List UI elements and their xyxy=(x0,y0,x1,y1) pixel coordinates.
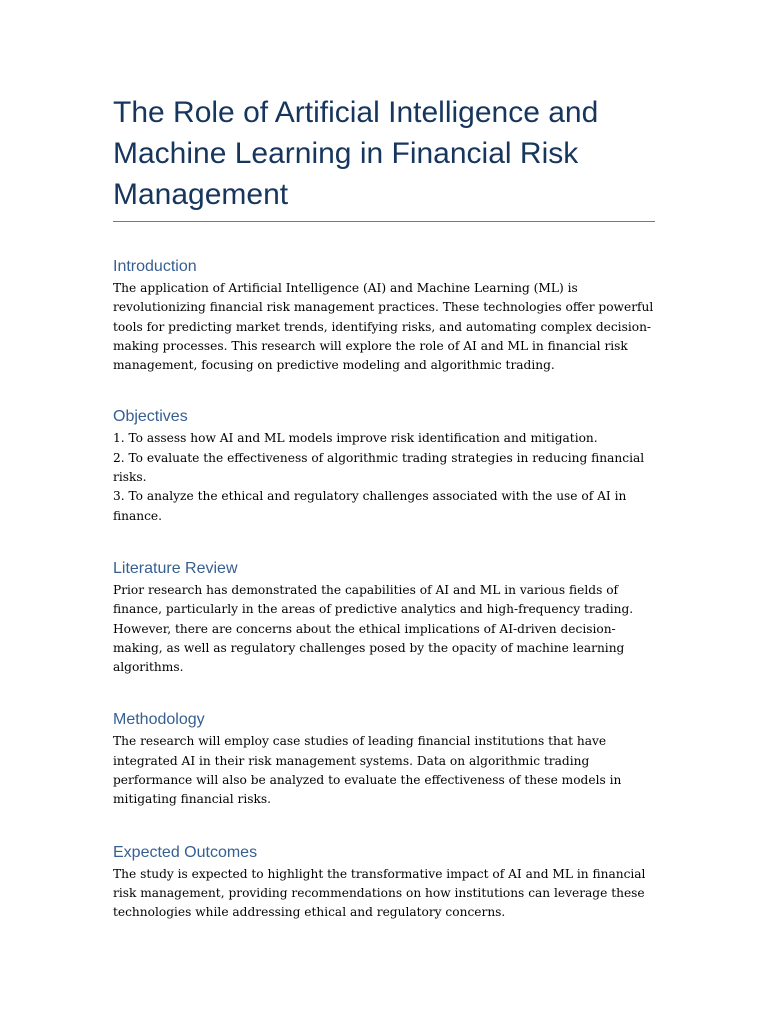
objectives-list xyxy=(113,429,655,525)
section-methodology xyxy=(113,710,655,809)
list-item: 2. To evaluate the effectiveness of algorithmic trading strategies in reducing financial risks. xyxy=(113,450,645,485)
document-title: The Role of Artificial Intelligence and Machine Learning in Financial Risk Management xyxy=(113,92,655,222)
section-heading: Introduction xyxy=(113,258,197,275)
section-body: The research will employ case studies of leading financial institutions that have integrated AI in their risk management systems. Data on algorithmic trading performance will also be analyzed to evaluate the effectiveness of these models in mitigating financial risks. xyxy=(113,734,622,807)
section-heading: Literature Review xyxy=(113,559,238,577)
section-body: The application of Artificial Intelligence (AI) and Machine Learning (ML) is revolutionizing financial risk management practices. These technologies offer powerful tools for predicting market trends, identifying risks, and automating complex decision-making processes. This research will explore the role of AI and ML in financial risk management, focusing on predictive modeling and algorithmic trading. xyxy=(113,281,654,373)
section-introduction xyxy=(113,257,655,375)
list-item: 1. To assess how AI and ML models improve risk identification and mitigation. xyxy=(113,431,598,446)
document-page xyxy=(113,92,655,923)
section-body: The study is expected to highlight the transformative impact of AI and ML in financial risk management, providing recommendations on how institutions can leverage these technologies while addressing ethical and regulatory concerns. xyxy=(113,866,646,920)
section-body: Prior research has demonstrated the capabilities of AI and ML in various fields of finance, particularly in the areas of predictive analytics and high-frequency trading. However, there are concerns about the ethical implications of AI-driven decision-making, as well as regulatory challenges posed by the opacity of machine learning algorithms. xyxy=(113,582,634,675)
section-heading: Expected Outcomes xyxy=(113,843,258,861)
section-objectives xyxy=(113,407,655,525)
section-expected-outcomes xyxy=(113,843,655,923)
list-item: 3. To analyze the ethical and regulatory challenges associated with the use of AI in finance. xyxy=(113,489,627,523)
section-heading: Objectives xyxy=(113,408,188,426)
section-heading: Methodology xyxy=(113,711,205,729)
section-literature-review xyxy=(113,559,655,677)
